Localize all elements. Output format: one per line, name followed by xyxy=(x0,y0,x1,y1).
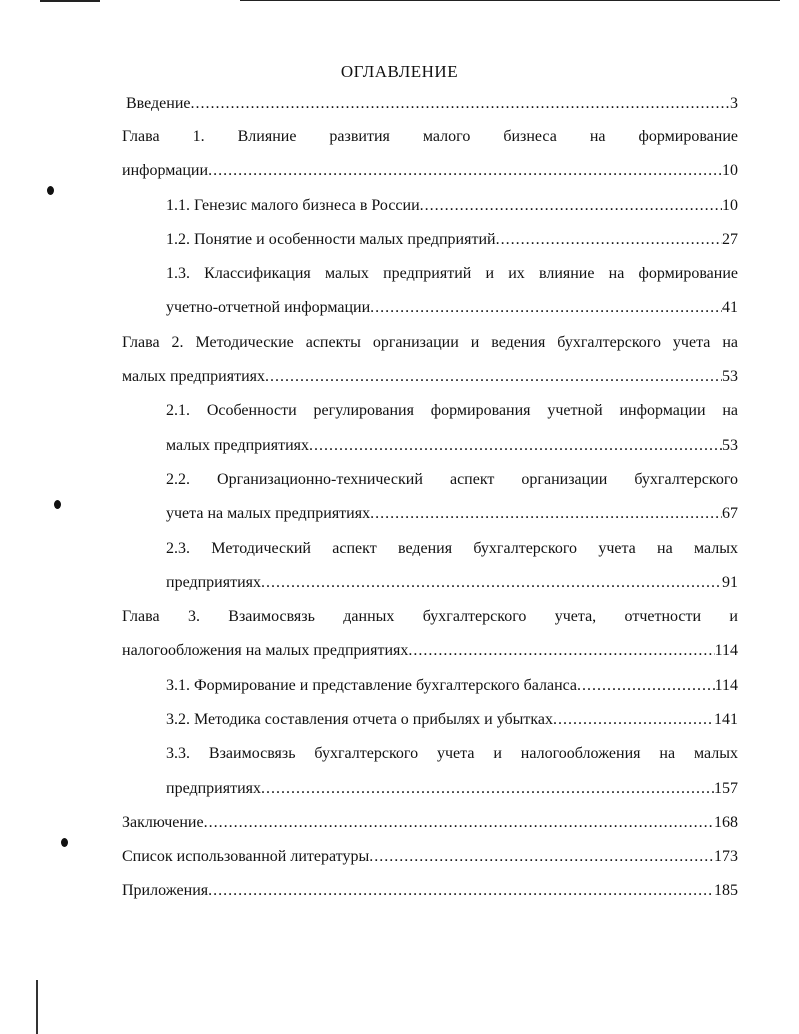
toc-section-3-2 xyxy=(166,710,738,730)
toc-section-2-1-line-1: 2.1. Особенности регулирования формирования учетной информации на xyxy=(166,402,738,419)
dot-leader xyxy=(309,436,722,456)
toc-section-1-3-line-1: 1.3. Классификация малых предприятий и их влияние на формирование xyxy=(166,265,738,282)
dot-leader xyxy=(204,813,714,833)
toc-section-3-1 xyxy=(166,676,738,696)
toc-page-number: 114 xyxy=(714,642,738,659)
toc-entry-text: Заключение xyxy=(122,814,204,831)
page-title: ОГЛАВЛЕНИЕ xyxy=(340,62,459,81)
dot-leader xyxy=(265,367,722,387)
toc-page-number: 53 xyxy=(722,437,738,454)
toc-chapter-1-line-2 xyxy=(122,161,738,181)
dot-leader xyxy=(369,847,714,867)
toc-page-number: 3 xyxy=(730,95,738,112)
toc-page-number: 67 xyxy=(722,505,738,522)
toc-entry-text: Список использованной литературы xyxy=(122,848,370,865)
toc-entry-text: 1.2. Понятие и особенности малых предприятий xyxy=(166,231,496,248)
toc-entry-references xyxy=(122,847,738,867)
dot-leader xyxy=(370,504,722,524)
toc-page-number: 168 xyxy=(714,814,738,831)
toc-entry-appendices xyxy=(122,881,738,901)
toc-entry-intro xyxy=(126,94,738,114)
toc-entry-text: малых предприятиях xyxy=(166,437,309,454)
toc-entry-text: 1.1. Генезис малого бизнеса в России xyxy=(166,197,420,214)
scan-edge-mark xyxy=(240,0,780,1)
toc-entry-text: предприятиях xyxy=(166,574,261,591)
dot-leader xyxy=(577,676,715,696)
toc-page-number: 41 xyxy=(722,299,738,316)
toc-entry-text: 3.1. Формирование и представление бухгалтерского баланса xyxy=(166,677,578,694)
toc-page-number: 27 xyxy=(722,231,738,248)
toc-page-number: 141 xyxy=(714,711,738,728)
toc-entry-text: предприятиях xyxy=(166,780,261,797)
toc-entry-text: информации xyxy=(122,162,209,179)
toc-page-number: 53 xyxy=(722,368,738,385)
toc-section-2-2-line-1: 2.2. Организационно-технический аспект организации бухгалтерского xyxy=(166,471,738,488)
toc-page-number: 185 xyxy=(714,882,738,899)
dot-leader xyxy=(370,298,722,318)
toc-page-number: 10 xyxy=(722,197,738,214)
dot-leader xyxy=(553,710,714,730)
toc-entry-conclusion xyxy=(122,813,738,833)
dot-leader xyxy=(261,779,714,799)
toc-section-2-2-line-2 xyxy=(166,504,738,524)
dot-leader xyxy=(208,881,714,901)
scan-edge-mark xyxy=(36,980,38,1034)
toc-section-2-1-line-2 xyxy=(166,436,738,456)
dot-leader xyxy=(496,230,722,250)
toc-chapter-3-line-1: Глава 3. Взаимосвязь данных бухгалтерского учета, отчетности и xyxy=(122,608,738,625)
toc-section-1-1 xyxy=(166,196,738,216)
dot-leader xyxy=(408,641,714,661)
dot-leader xyxy=(420,196,722,216)
toc-entry-text: учетно-отчетной информации xyxy=(166,299,371,316)
scan-speck xyxy=(61,838,68,847)
dot-leader xyxy=(261,573,722,593)
dot-leader xyxy=(208,161,722,181)
toc-section-2-3-line-2 xyxy=(166,573,738,593)
toc-entry-text: малых предприятиях xyxy=(122,368,265,385)
toc-chapter-2-line-1: Глава 2. Методические аспекты организации и ведения бухгалтерского учета на xyxy=(122,334,738,351)
toc-entry-text: Введение xyxy=(126,95,191,112)
toc-entry-text: учета на малых предприятиях xyxy=(166,505,371,522)
toc-section-1-2 xyxy=(166,230,738,250)
toc-section-3-3-line-1: 3.3. Взаимосвязь бухгалтерского учета и налогообложения на малых xyxy=(166,745,738,762)
toc-entry-text: 3.2. Методика составления отчета о прибылях и убытках xyxy=(166,711,554,728)
toc-section-2-3-line-1: 2.3. Методический аспект ведения бухгалтерского учета на малых xyxy=(166,540,738,557)
toc-section-1-3-line-2 xyxy=(166,298,738,318)
toc-page-number: 114 xyxy=(714,677,738,694)
toc-page-number: 173 xyxy=(714,848,738,865)
toc-chapter-1-line-1: Глава 1. Влияние развития малого бизнеса на формирование xyxy=(122,128,738,145)
toc-page-number: 10 xyxy=(722,162,738,179)
toc-section-3-3-line-2 xyxy=(166,779,738,799)
scan-speck xyxy=(47,186,54,195)
toc-entry-text: Приложения xyxy=(122,882,209,899)
toc-chapter-3-line-2 xyxy=(122,641,738,661)
scan-speck xyxy=(54,500,61,509)
dot-leader xyxy=(191,94,731,114)
scan-edge-mark xyxy=(40,0,100,2)
toc-page-number: 91 xyxy=(722,574,738,591)
toc-chapter-2-line-2 xyxy=(122,367,738,387)
toc-page-number: 157 xyxy=(714,780,738,797)
toc-entry-text: налогообложения на малых предприятиях xyxy=(122,642,409,659)
